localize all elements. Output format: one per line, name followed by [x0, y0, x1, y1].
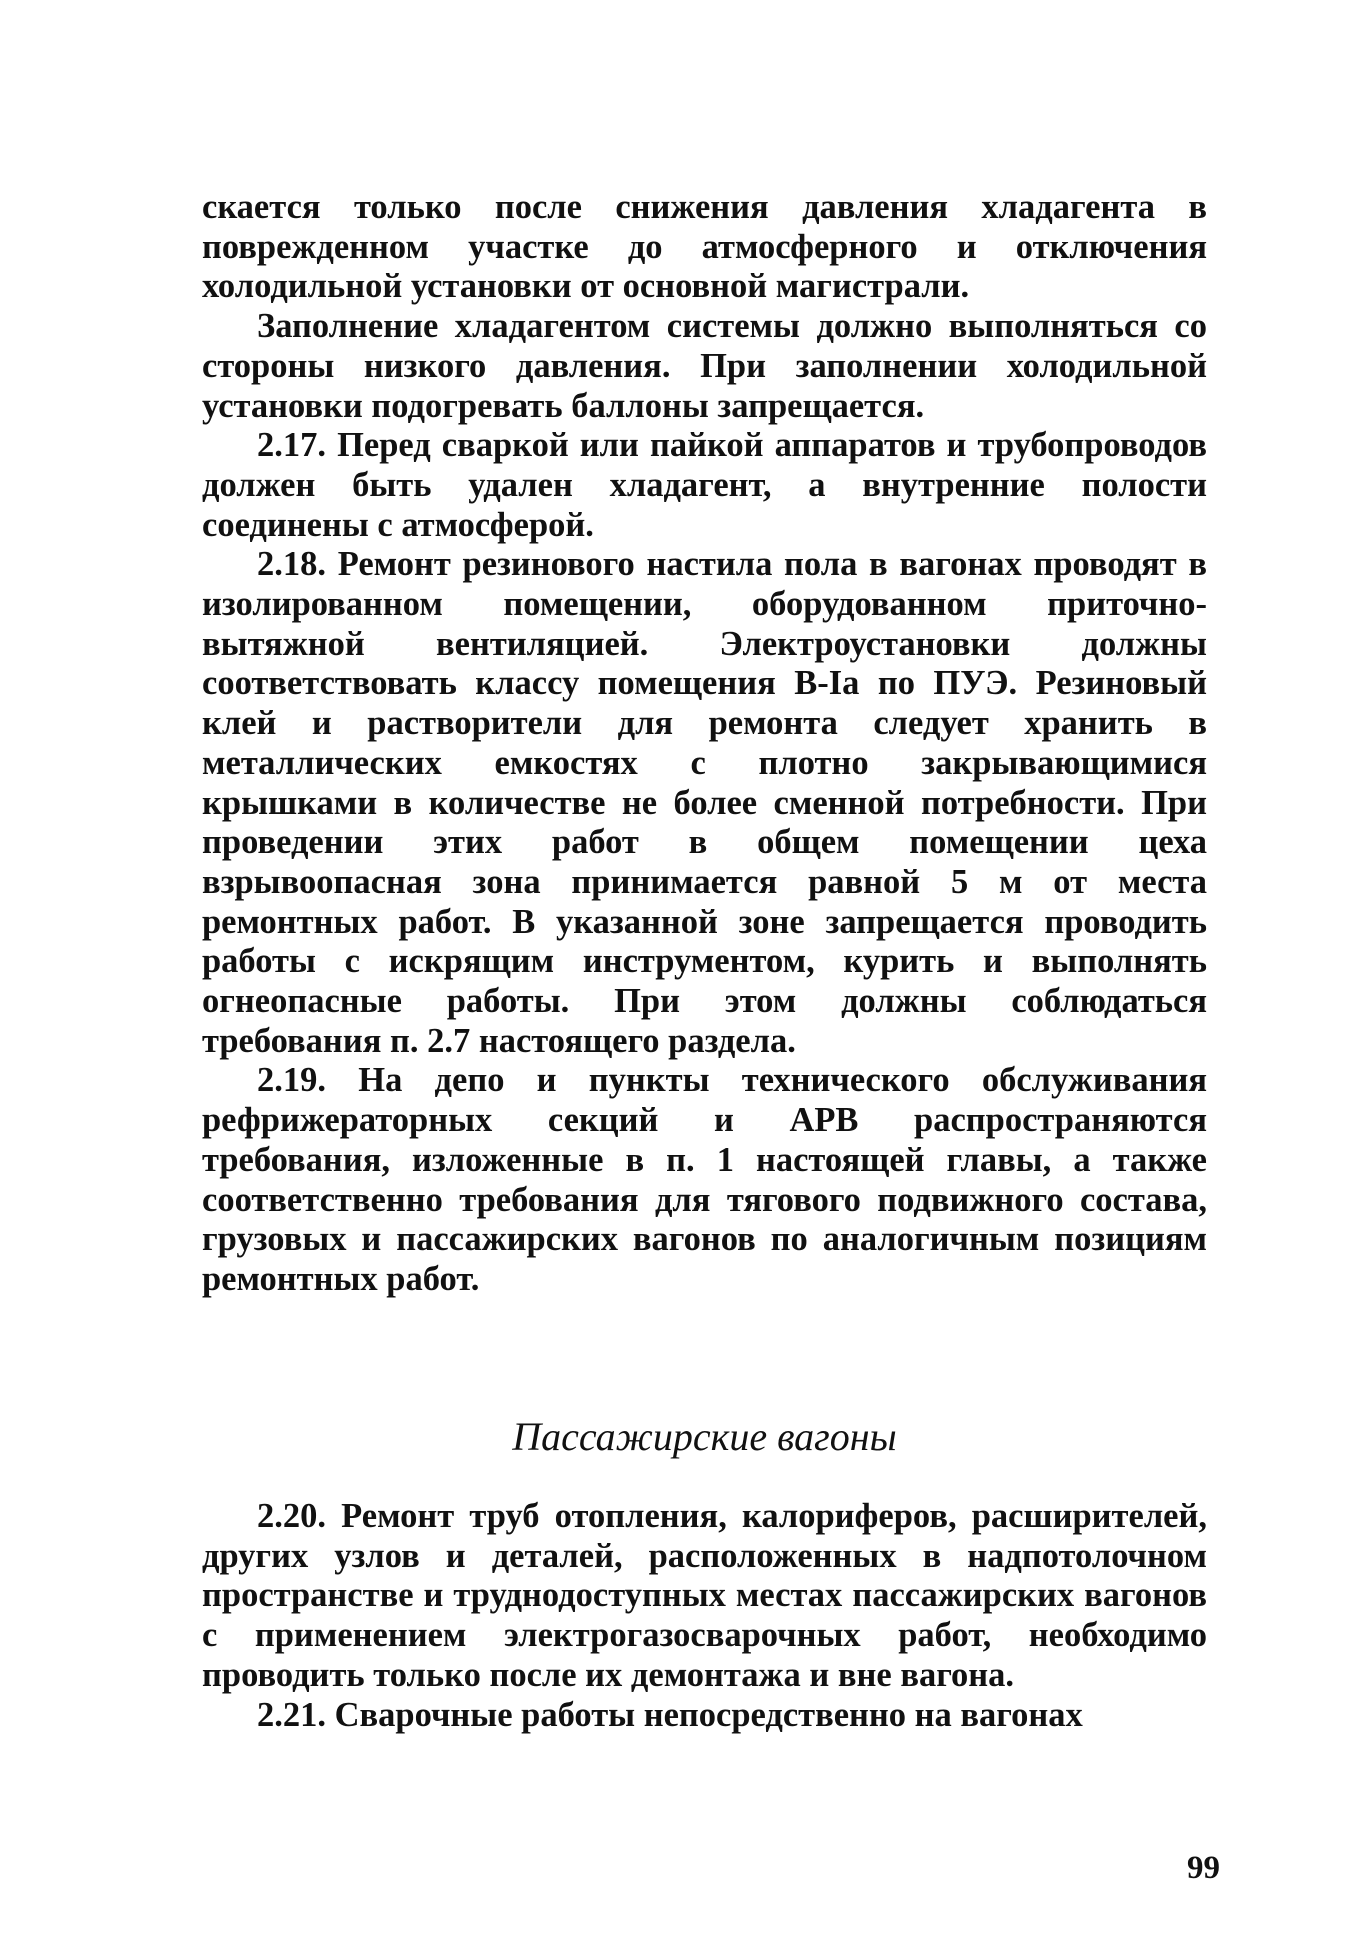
paragraph-2-21: 2.21. Сварочные работы непосредственно на вагонах: [257, 1695, 1083, 1734]
body-text-top: [202, 188, 1207, 1300]
paragraph-2-18: 2.18. Ремонт резинового настила пола в вагонах проводят в изолированном помещении, оборудованном приточно-вытяжной вентиляцией. Электроустановки должны соответствовать классу помещения В-Iа по ПУЭ. Резиновый клей и растворители для ремонта следует хранить в металлических емкостях с плотно закрывающимися крышками в количестве не более сменной потребности. При проведении этих работ в общем помещении цеха взрывоопасная зона принимается равной 5 м от места ремонтных работ. В указанной зоне запрещается проводить работы с искрящим инструментом, курить и выполнять огнеопасные работы. При этом должны соблюдаться требования п. 2.7 настоящего раздела.: [202, 545, 1207, 1060]
paragraph-2-19: 2.19. На депо и пункты технического обслуживания рефрижераторных секций и АРВ распространяются требования, изложенные в п. 1 настоящей главы, а также соответственно требования для тягового подвижного состава, грузовых и пассажирских вагонов по аналогичным позициям ремонтных работ.: [202, 1061, 1207, 1298]
page-number: 99: [1187, 1850, 1220, 1886]
paragraph-refrigerant-filling: Заполнение хладагентом системы должно выполняться со стороны низкого давления. При заполнении холодильной установки подогревать баллоны запрещается.: [202, 307, 1207, 425]
section-heading: Пассажирские вагоны: [512, 1414, 897, 1459]
paragraph-2-20: 2.20. Ремонт труб отопления, калориферов, расширителей, других узлов и деталей, расположенных в надпотолочном пространстве и труднодоступных местах пассажирских вагонов с применением электрогазосварочных работ, необходимо проводить только после их демонтажа и вне вагона.: [202, 1497, 1207, 1694]
paragraph-2-17: 2.17. Перед сваркой или пайкой аппаратов и трубопроводов должен быть удален хладагент, а внутренние полости соединены с атмосферой.: [202, 426, 1207, 544]
continuation-paragraph: скается только после снижения давления хладагента в поврежденном участке до атмосферного и отключения холодильной установки от основной магистрали.: [202, 188, 1207, 306]
body-text-bottom: [202, 1497, 1207, 1735]
